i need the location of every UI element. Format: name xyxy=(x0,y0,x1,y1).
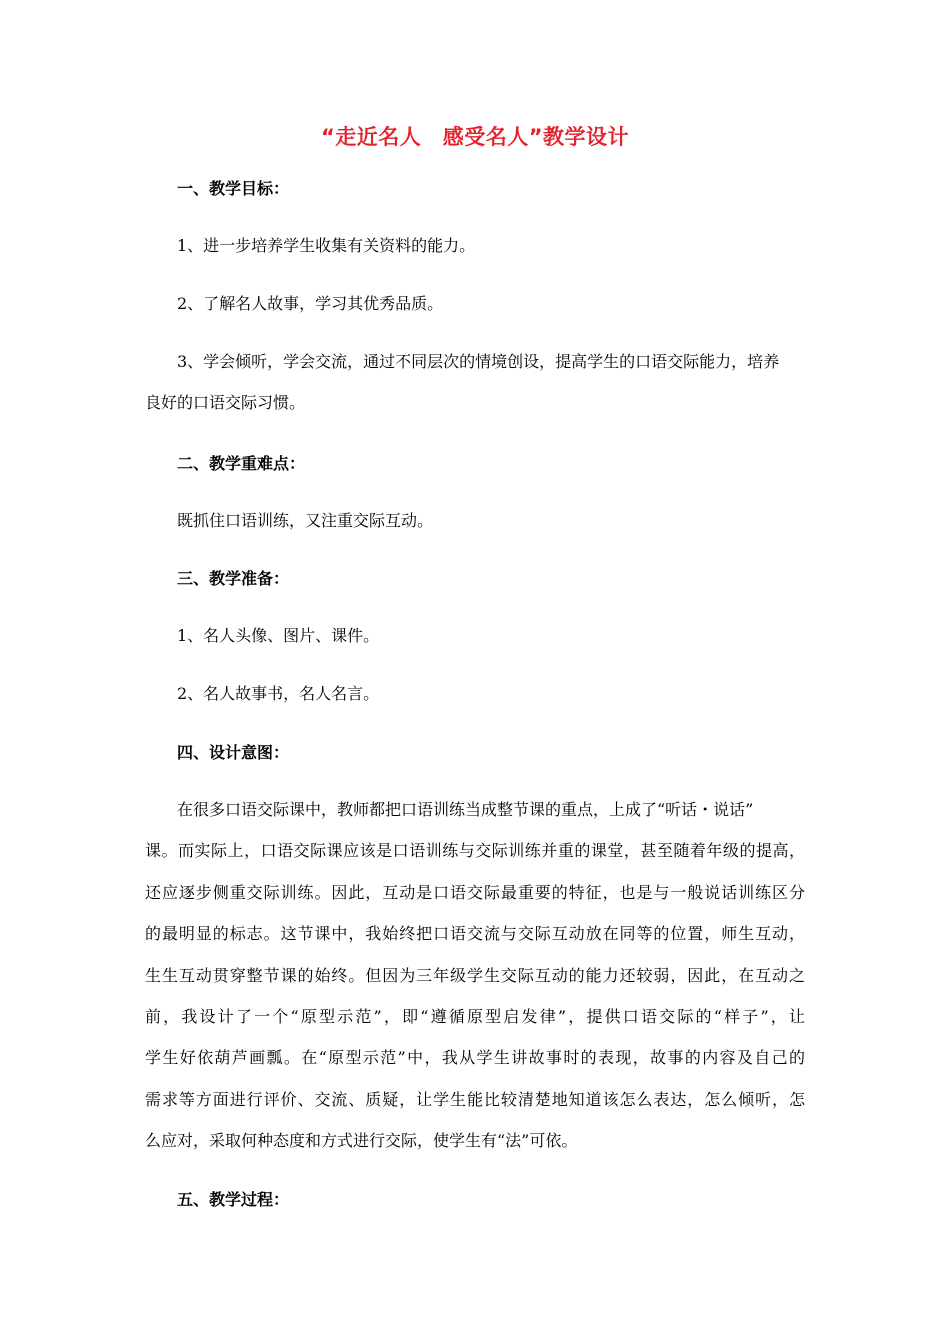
design-intent-line: 需求等方面进行评价、交流、质疑，让学生能比较清楚地知道该怎么表达，怎么倾听，怎 xyxy=(145,1090,805,1109)
key-points-text: 既抓住口语训练，又注重交际互动。 xyxy=(177,511,434,530)
design-intent-line: 前，我设计了一个“原型示范”，即“遵循原型启发律”，提供口语交际的“样子”，让 xyxy=(145,1007,805,1026)
design-intent-line: 的最明显的标志。这节课中，我始终把口语交流与交际互动放在同等的位置，师生互动， xyxy=(145,924,805,943)
design-intent-line: 课。而实际上，口语交际课应该是口语训练与交际训练并重的课堂，甚至随着年级的提高， xyxy=(145,841,805,860)
objective-item: 1、进一步培养学生收集有关资料的能力。 xyxy=(177,236,476,255)
objective-item: 2、了解名人故事，学习其优秀品质。 xyxy=(177,294,444,313)
design-intent-line: 生生互动贯穿整节课的始终。但因为三年级学生交际互动的能力还较弱，因此，在互动之 xyxy=(145,966,805,985)
section-heading-process: 五、教学过程： xyxy=(177,1190,290,1209)
section-heading-preparation: 三、教学准备： xyxy=(177,569,290,588)
objective-item: 3、学会倾听，学会交流，通过不同层次的情境创设，提高学生的口语交际能力，培养 xyxy=(177,352,780,371)
design-intent-line: 么应对，采取何种态度和方式进行交际，使学生有“法”可依。 xyxy=(145,1131,578,1150)
document-title: “走近名人 感受名人”教学设计 xyxy=(320,125,630,149)
section-heading-design-intent: 四、设计意图： xyxy=(177,743,290,762)
objective-item-continuation: 良好的口语交际习惯。 xyxy=(145,393,306,412)
section-heading-key-points: 二、教学重难点： xyxy=(177,454,306,473)
preparation-item: 2、名人故事书，名人名言。 xyxy=(177,684,380,703)
design-intent-line: 还应逐步侧重交际训练。因此，互动是口语交际最重要的特征，也是与一般说话训练区分 xyxy=(145,883,805,902)
design-intent-line: 在很多口语交际课中，教师都把口语训练当成整节课的重点，上成了“听话・说话” xyxy=(177,800,754,819)
design-intent-line: 学生好依葫芦画瓢。在“原型示范”中，我从学生讲故事时的表现，故事的内容及自己的 xyxy=(145,1048,805,1067)
section-heading-objectives: 一、教学目标： xyxy=(177,179,290,198)
preparation-item: 1、名人头像、图片、课件。 xyxy=(177,626,380,645)
